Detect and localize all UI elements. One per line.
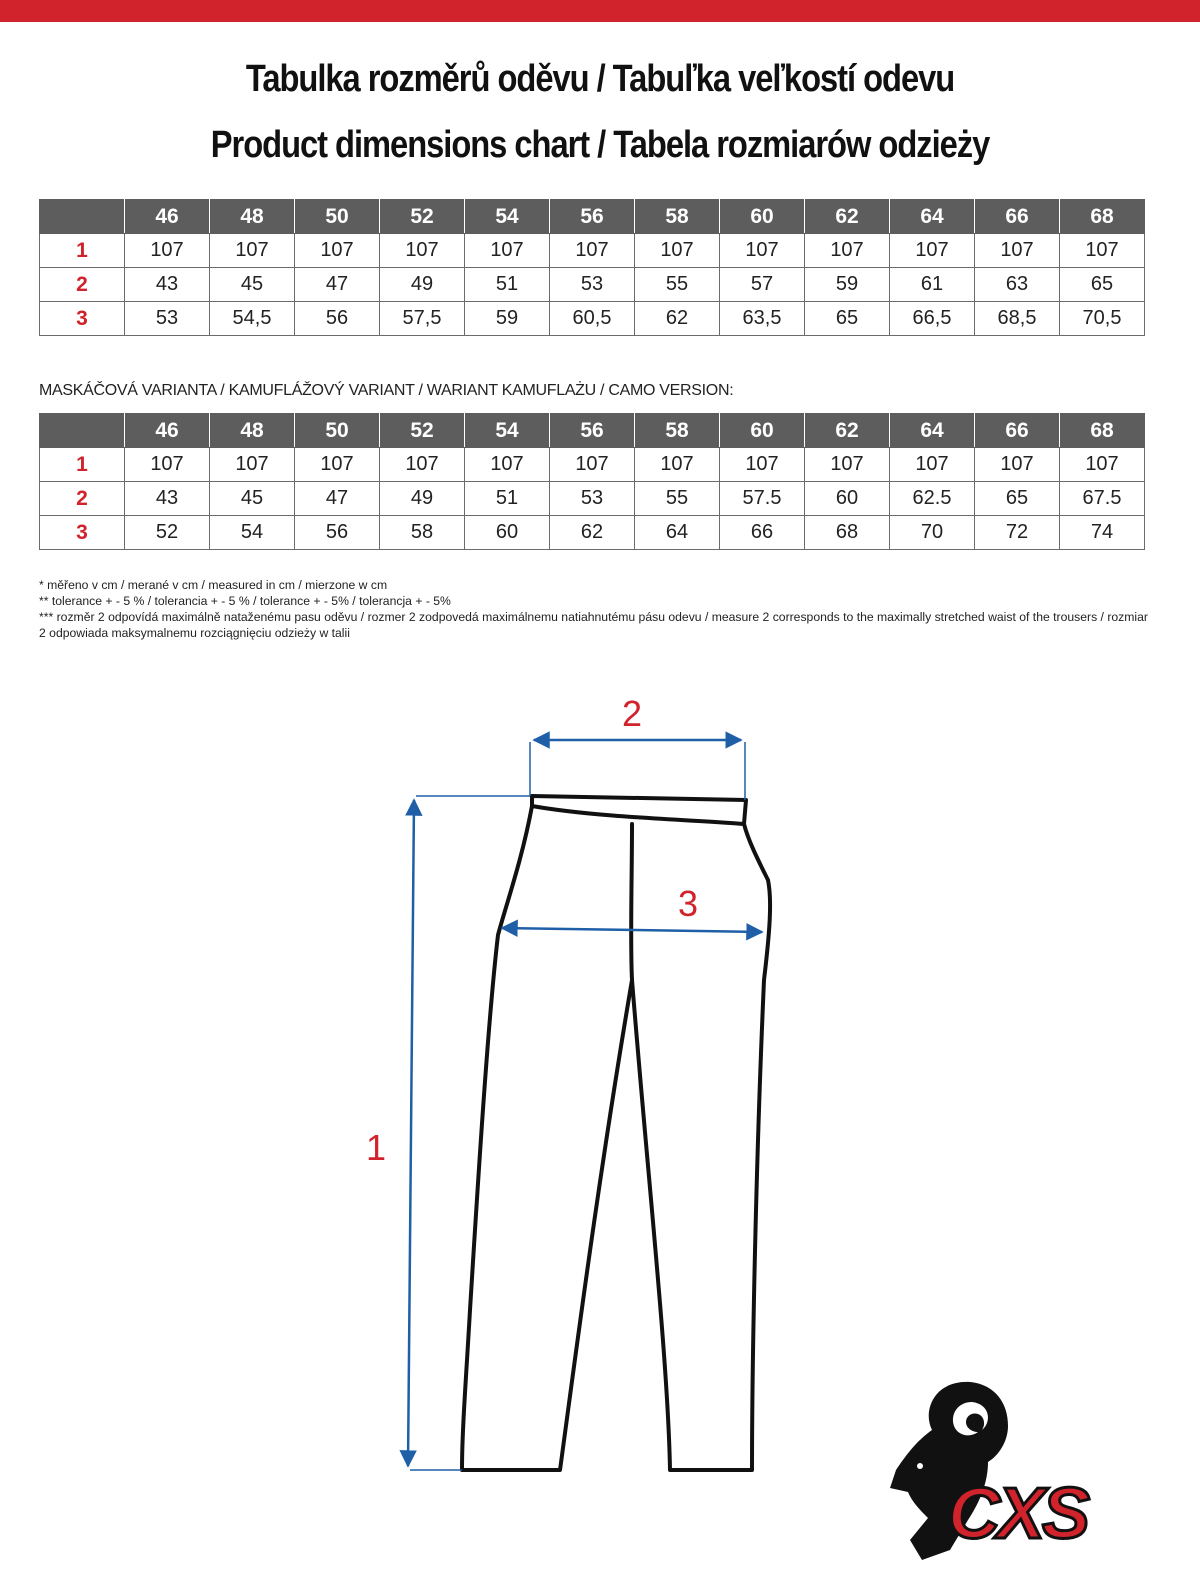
table-cell: 57,5 xyxy=(380,302,465,336)
header-cell: 60 xyxy=(720,414,805,448)
table-cell: 60 xyxy=(465,516,550,550)
row-label: 1 xyxy=(40,234,125,268)
table-cell: 70 xyxy=(890,516,975,550)
table-cell: 63 xyxy=(975,268,1060,302)
footnote-waist: *** rozměr 2 odpovídá maximálně nataženému pasu oděvu / rozmer 2 zodpovedá maximálnemu natiahnutému pásu odevu / measure 2 corresponds to the maximally stretched waist of the trousers / rozmiar 2 odpowiada maksymalnemu rozciągnięciu odzieży w talii xyxy=(39,610,1148,640)
table-cell: 107 xyxy=(1060,448,1145,482)
table-cell: 52 xyxy=(125,516,210,550)
table-cell: 53 xyxy=(125,302,210,336)
table-cell: 49 xyxy=(380,482,465,516)
header-cell xyxy=(40,414,125,448)
table-cell: 74 xyxy=(1060,516,1145,550)
header-cell: 64 xyxy=(890,200,975,234)
table-cell: 68 xyxy=(805,516,890,550)
header-cell: 58 xyxy=(635,200,720,234)
table-cell: 107 xyxy=(635,448,720,482)
header-cell: 46 xyxy=(125,414,210,448)
table-cell: 51 xyxy=(465,268,550,302)
table-cell: 67.5 xyxy=(1060,482,1145,516)
table-cell: 65 xyxy=(1060,268,1145,302)
header-cell: 46 xyxy=(125,200,210,234)
trousers-outline-icon xyxy=(462,796,770,1470)
table-cell: 57 xyxy=(720,268,805,302)
table-cell: 47 xyxy=(295,268,380,302)
table-cell: 45 xyxy=(210,268,295,302)
table-row xyxy=(40,482,1145,516)
table-cell: 45 xyxy=(210,482,295,516)
table-cell: 63,5 xyxy=(720,302,805,336)
measure-2-label: 2 xyxy=(621,693,643,734)
table-cell: 64 xyxy=(635,516,720,550)
table-cell: 61 xyxy=(890,268,975,302)
header-cell: 62 xyxy=(805,414,890,448)
camo-version-label: MASKÁČOVÁ VARIANTA / KAMUFLÁŽOVÝ VARIANT / WARIANT KAMUFLAŻU / CAMO VERSION: xyxy=(39,382,734,399)
table-cell: 58 xyxy=(380,516,465,550)
table-cell: 72 xyxy=(975,516,1060,550)
header-cell: 64 xyxy=(890,414,975,448)
measure-2-indicator xyxy=(530,740,745,800)
table-cell: 51 xyxy=(465,482,550,516)
table-cell: 68,5 xyxy=(975,302,1060,336)
table-cell: 59 xyxy=(805,268,890,302)
header-cell: 48 xyxy=(210,200,295,234)
table-cell: 107 xyxy=(975,448,1060,482)
footnote-tolerance: ** tolerance + - 5 % / tolerancia + - 5 % / tolerance + - 5% / tolerancja + - 5% xyxy=(39,594,451,608)
table-cell: 57.5 xyxy=(720,482,805,516)
table-cell: 59 xyxy=(465,302,550,336)
trousers-diagram xyxy=(0,660,1200,1490)
header-cell: 50 xyxy=(295,200,380,234)
table-cell: 54,5 xyxy=(210,302,295,336)
table-cell: 107 xyxy=(805,234,890,268)
table-cell: 107 xyxy=(720,448,805,482)
header-cell: 52 xyxy=(380,200,465,234)
table-cell: 107 xyxy=(125,234,210,268)
table-cell: 53 xyxy=(550,482,635,516)
table-cell: 107 xyxy=(295,448,380,482)
row-label: 2 xyxy=(40,482,125,516)
cxs-logo xyxy=(880,1370,1110,1570)
row-label: 1 xyxy=(40,448,125,482)
header-cell: 54 xyxy=(465,414,550,448)
table-row xyxy=(40,448,1145,482)
table-cell: 107 xyxy=(550,234,635,268)
table-row xyxy=(40,302,1145,336)
table-cell: 60,5 xyxy=(550,302,635,336)
table-cell: 107 xyxy=(210,234,295,268)
row-label: 2 xyxy=(40,268,125,302)
measure-1-indicator xyxy=(408,796,530,1470)
size-table-main xyxy=(39,199,1145,336)
table-cell: 107 xyxy=(975,234,1060,268)
table-cell: 62 xyxy=(635,302,720,336)
table-cell: 53 xyxy=(550,268,635,302)
table-cell: 43 xyxy=(125,268,210,302)
header-cell: 66 xyxy=(975,414,1060,448)
table-cell: 107 xyxy=(635,234,720,268)
table-cell: 107 xyxy=(550,448,635,482)
row-label: 3 xyxy=(40,516,125,550)
table-cell: 43 xyxy=(125,482,210,516)
table-cell: 65 xyxy=(805,302,890,336)
table-cell: 107 xyxy=(380,234,465,268)
table-cell: 47 xyxy=(295,482,380,516)
header-cell: 68 xyxy=(1060,200,1145,234)
table-cell: 55 xyxy=(635,482,720,516)
table-cell: 107 xyxy=(805,448,890,482)
header-cell: 62 xyxy=(805,200,890,234)
table-cell: 107 xyxy=(890,234,975,268)
header-cell: 56 xyxy=(550,200,635,234)
measure-1-label: 1 xyxy=(365,1127,387,1168)
header-cell: 54 xyxy=(465,200,550,234)
header-cell xyxy=(40,200,125,234)
header-cell: 56 xyxy=(550,414,635,448)
header-cell: 58 xyxy=(635,414,720,448)
footnotes xyxy=(39,577,1149,641)
header-cell: 66 xyxy=(975,200,1060,234)
header-cell: 68 xyxy=(1060,414,1145,448)
table-cell: 107 xyxy=(1060,234,1145,268)
table-cell: 70,5 xyxy=(1060,302,1145,336)
page-title-line-2: Product dimensions chart / Tabela rozmiarów odzieży xyxy=(210,124,990,166)
table-cell: 54 xyxy=(210,516,295,550)
table-header-row xyxy=(40,200,1145,234)
table-cell: 107 xyxy=(890,448,975,482)
table-header-row xyxy=(40,414,1145,448)
table-cell: 56 xyxy=(295,516,380,550)
table-cell: 62.5 xyxy=(890,482,975,516)
table-row xyxy=(40,516,1145,550)
header-cell: 48 xyxy=(210,414,295,448)
table-cell: 107 xyxy=(295,234,380,268)
table-cell: 107 xyxy=(465,234,550,268)
table-cell: 107 xyxy=(465,448,550,482)
table-cell: 66,5 xyxy=(890,302,975,336)
footnote-measured: * měřeno v cm / merané v cm / measured in cm / mierzone w cm xyxy=(39,578,388,592)
table-cell: 60 xyxy=(805,482,890,516)
table-cell: 107 xyxy=(380,448,465,482)
header-cell: 60 xyxy=(720,200,805,234)
table-row xyxy=(40,268,1145,302)
row-label: 3 xyxy=(40,302,125,336)
table-cell: 62 xyxy=(550,516,635,550)
top-red-bar xyxy=(0,0,1200,22)
table-cell: 56 xyxy=(295,302,380,336)
header-cell: 52 xyxy=(380,414,465,448)
table-cell: 65 xyxy=(975,482,1060,516)
measure-3-label: 3 xyxy=(677,883,699,924)
table-cell: 49 xyxy=(380,268,465,302)
table-cell: 107 xyxy=(720,234,805,268)
size-table-camo xyxy=(39,413,1145,550)
table-cell: 55 xyxy=(635,268,720,302)
logo-text: CXS xyxy=(948,1474,1088,1554)
table-cell: 107 xyxy=(210,448,295,482)
table-cell: 107 xyxy=(125,448,210,482)
page-title-line-1: Tabulka rozměrů oděvu / Tabuľka veľkostí odevu xyxy=(245,58,955,100)
table-cell: 66 xyxy=(720,516,805,550)
table-row xyxy=(40,234,1145,268)
header-cell: 50 xyxy=(295,414,380,448)
